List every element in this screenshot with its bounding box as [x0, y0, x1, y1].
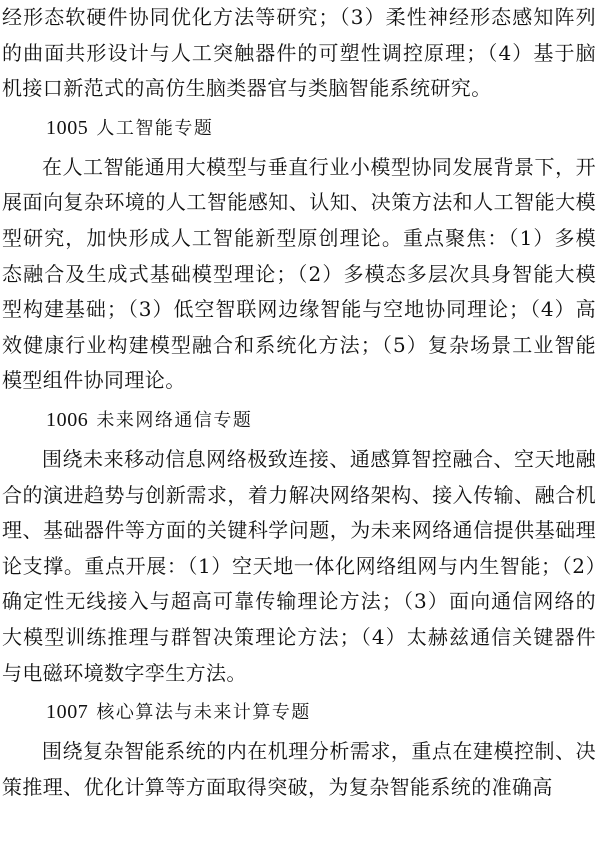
section-title: 核心算法与未来计算专题 [96, 702, 311, 724]
paragraph-network: 围绕未来移动信息网络极致连接、通感算智控融合、空天地融合的演进趋势与创新需求，着力解决网络架构、接入传输、融合机理、基础器件等方面的关键科学问题，为未来网络通信提供基础理论支撑。重点开展：（1）空天地一体化网络组网与内生智能；（2）确定性无线接入与超高可靠传输理论方法；（3）面向通信网络的大模型训练推理与群智决策理论方法；（4）太赫兹通信关键器件与电磁环境数字孪生方法。 [2, 446, 596, 685]
section-heading-1007 [2, 691, 596, 734]
section-title: 未来网络通信专题 [96, 409, 253, 431]
section-number: 1006 [46, 408, 89, 431]
section-number: 1005 [46, 116, 89, 139]
section-title: 人工智能专题 [96, 117, 214, 139]
section-heading-1005 [2, 107, 596, 150]
section-heading-1006 [2, 399, 596, 442]
paragraph-continuation: 经形态软硬件协同优化方法等研究；（3）柔性神经形态感知阵列的曲面共形设计与人工突触器件的可塑性调控原理；（4）基于脑机接口新范式的高仿生脑类器官与类脑智能系统研究。 [2, 5, 596, 101]
section-number: 1007 [46, 701, 89, 724]
paragraph-algorithms: 围绕复杂智能系统的内在机理分析需求，重点在建模控制、决策推理、优化计算等方面取得突破，为复杂智能系统的准确高 [2, 739, 596, 799]
paragraph-ai: 在人工智能通用大模型与垂直行业小模型协同发展背景下，开展面向复杂环境的人工智能感知、认知、决策方法和人工智能大模型研究，加快形成人工智能新型原创理论。重点聚焦：（1）多模态融合及生成式基础模型理论；（2）多模态多层次具身智能大模型构建基础；（3）低空智联网边缘智能与空地协同理论；（4）高效健康行业构建模型融合和系统化方法；（5）复杂场景工业智能模型组件协同理论。 [2, 154, 596, 393]
